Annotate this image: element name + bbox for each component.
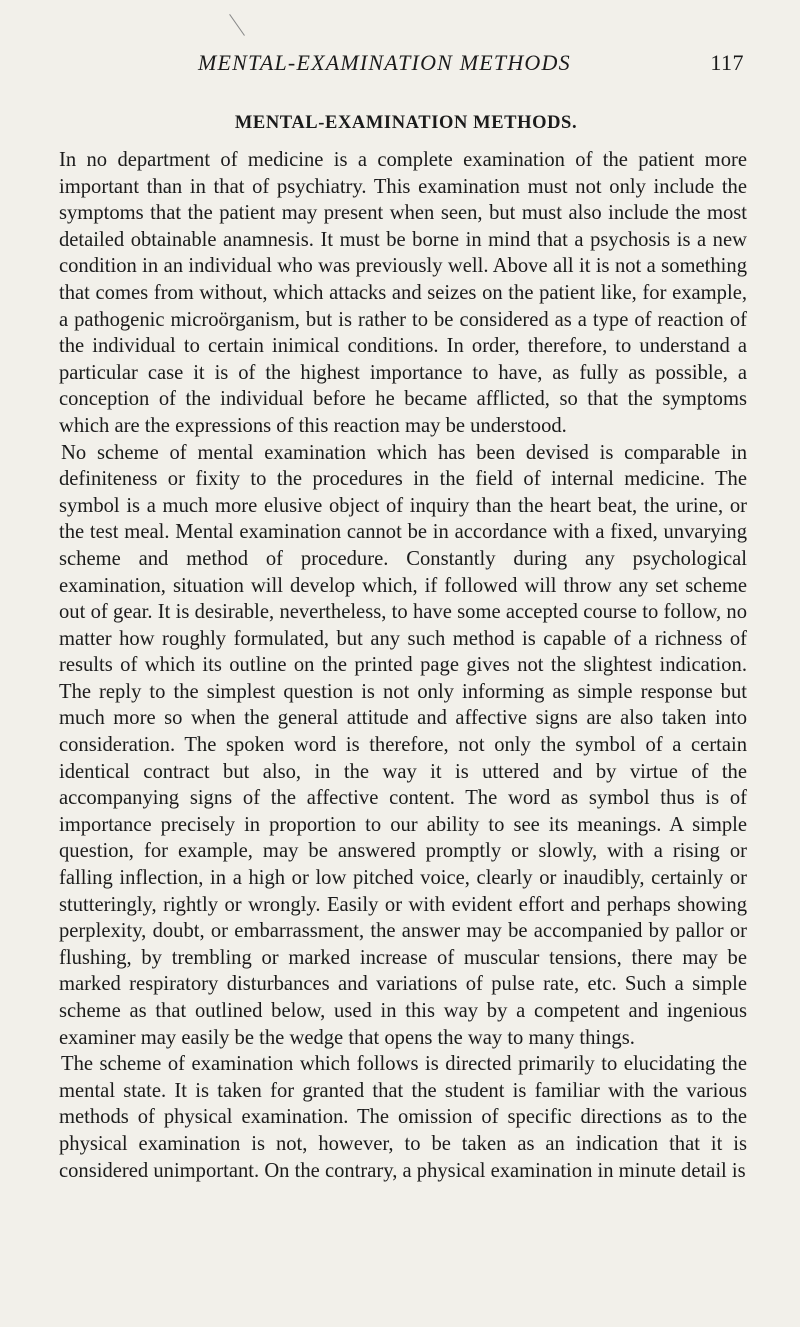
running-title: MENTAL-EXAMINATION METHODS: [198, 50, 571, 75]
scan-mark: [229, 14, 245, 36]
page-number: 117: [710, 50, 744, 75]
paragraph-1: In no department of medicine is a complete examination of the patient more important than in that of psychiatry. This examination must not only include the symptoms that the patient may present when seen, but must also include the most detailed obtainable anamnesis. It must be borne in mind that a psychosis is a new condition in an individual who was previously well. Above all it is not a something that comes from without, which attacks and seizes on the patient like, for example, a pathogenic microörganism, but is rather to be considered as a type of reaction of the individual to certain inimical conditions. In order, therefore, to understand a particular case it is of the highest importance to have, as fully as possible, a conception of the individual before he became afflicted, so that the symptoms which are the expressions of this reaction may be understood.: [59, 149, 747, 437]
paragraph-3: The scheme of examination which follows is directed primarily to elucidating the mental state. It is taken for granted that the student is familiar with the various methods of physical examination. The omission of specific directions as to the physical examination is not, however, to be taken as an indication that it is considered unimportant. On the contrary, a physical examination in minute detail is: [59, 1053, 747, 1182]
section-heading: MENTAL-EXAMINATION METHODS.: [234, 113, 578, 133]
running-head: [198, 50, 744, 80]
paragraph-2: No scheme of mental examination which has been devised is comparable in definiteness or fixity to the procedures in the field of internal medicine. The symbol is a much more elusive object of inquiry than the heart beat, the urine, or the test meal. Mental examination cannot be in accordance with a fixed, unvarying scheme and method of procedure. Constantly during any psychological examination, situation will develop which, if followed will throw any set scheme out of gear. It is desirable, nevertheless, to have some accepted course to follow, no matter how roughly formulated, but any such method is capable of a richness of results of which its outline on the printed page gives not the slightest indication. The reply to the simplest question is not only informing as simple response but much more so when the general attitude and affective signs are also taken into consideration. The spoken word is therefore, not only the symbol of a certain identical contract but also, in the way it is uttered and by virtue of the accompanying signs of the affective content. The word as symbol thus is of importance precisely in proportion to our ability to see its meanings. A simple question, for example, may be answered promptly or slowly, with a rising or falling inflection, in a high or low pitched voice, clearly or inaudibly, certainly or stutteringly, rightly or wrongly. Easily or with evident effort and perhaps showing perplexity, doubt, or embarrassment, the answer may be accompanied by pallor or flushing, by trembling or marked increase of muscular tensions, there may be marked respiratory disturbances and variations of pulse rate, etc. Such a simple scheme as that outlined below, used in this way by a competent and ingenious examiner may easily be the wedge that opens the way to many things.: [59, 441, 747, 1049]
body-text: [59, 147, 747, 1184]
